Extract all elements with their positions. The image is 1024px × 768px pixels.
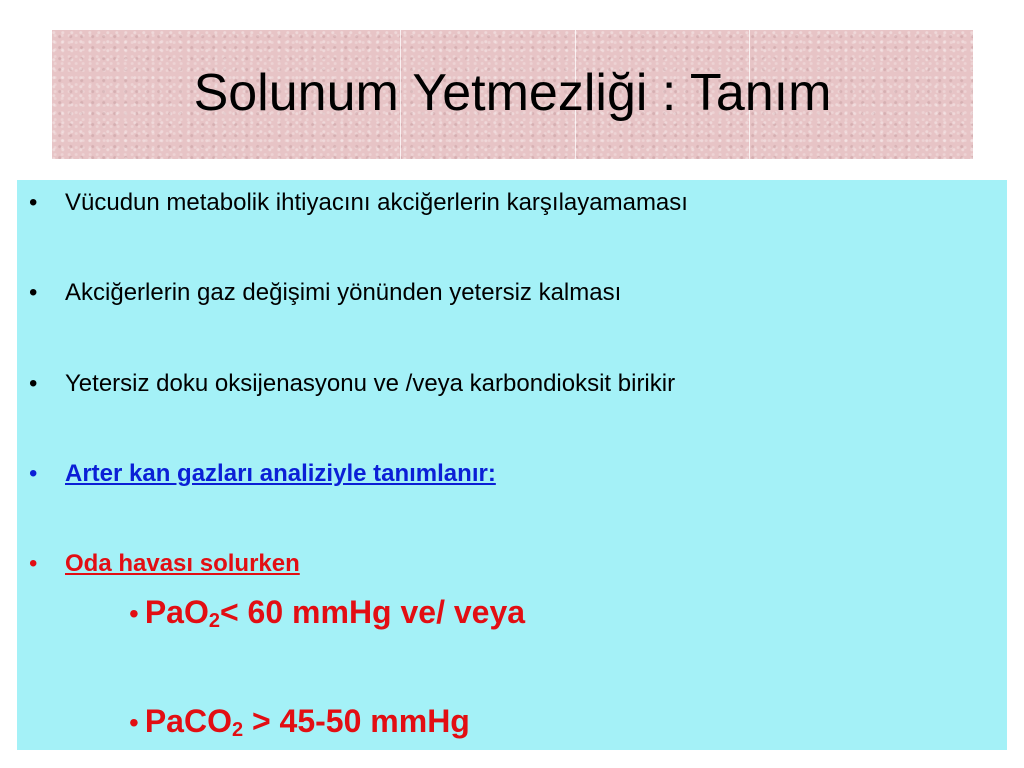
pao2-value: < 60 mmHg ve/ veya xyxy=(219,594,526,630)
bullet-text-emphasis: Oda havası solurken xyxy=(65,550,300,577)
bullet-marker: • xyxy=(29,279,38,306)
bullet-item xyxy=(29,459,496,489)
pao2-label: PaO xyxy=(144,594,209,630)
content-box xyxy=(17,180,1007,750)
pao2-subscript: 2 xyxy=(208,610,220,632)
bullet-text: Akciğerlerin gaz değişimi yönünden yetersiz kalması xyxy=(65,279,622,306)
bullet-item xyxy=(29,188,688,218)
bullet-marker: • xyxy=(29,460,38,487)
paco2-label: PaCO xyxy=(144,703,232,739)
bullet-marker: • xyxy=(129,598,139,629)
sub-bullet-pao2 xyxy=(129,593,525,633)
bullet-item xyxy=(29,278,621,308)
bullet-text: Yetersiz doku oksijenasyonu ve /veya karbondioksit birikir xyxy=(65,370,676,397)
bullet-item xyxy=(29,369,675,399)
bullet-text-emphasis: Arter kan gazları analiziyle tanımlanır: xyxy=(65,460,496,487)
paco2-subscript: 2 xyxy=(231,719,244,741)
sub-bullet-paco2 xyxy=(129,702,470,742)
bullet-marker: • xyxy=(129,707,139,738)
bullet-text: Vücudun metabolik ihtiyacını akciğerlerin karşılayamaması xyxy=(65,189,688,216)
slide-title: Solunum Yetmezliği : Tanım xyxy=(193,64,832,122)
bullet-marker: • xyxy=(29,370,38,397)
paco2-value: > 45-50 mmHg xyxy=(243,703,470,739)
bullet-marker: • xyxy=(29,189,38,216)
title-banner xyxy=(52,30,973,159)
bullet-marker: • xyxy=(29,550,38,577)
bullet-item xyxy=(29,549,300,579)
